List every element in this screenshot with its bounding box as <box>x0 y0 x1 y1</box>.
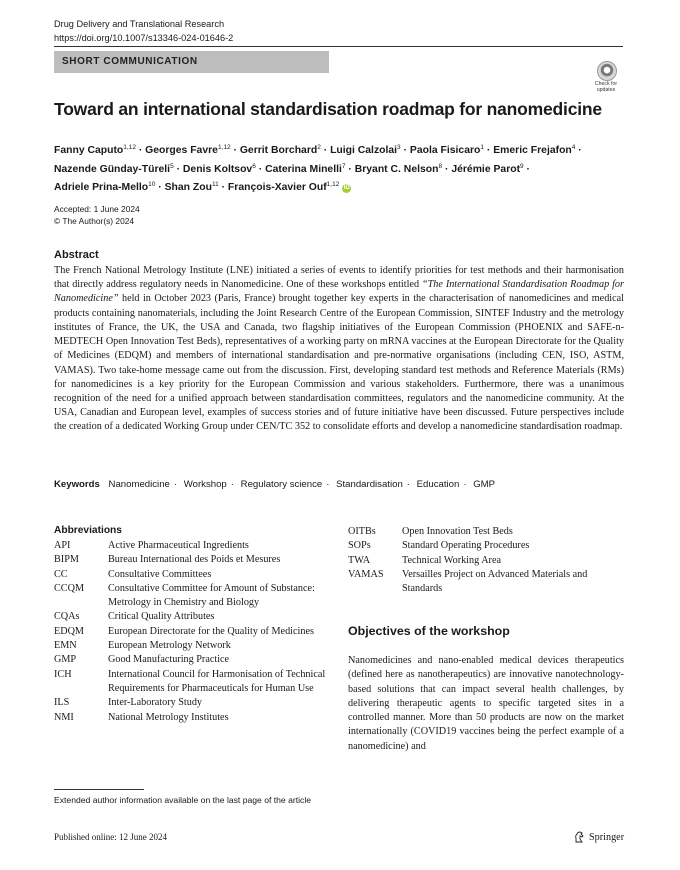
keyword-separator: · <box>463 479 467 490</box>
author-affiliation: 1,12 <box>326 181 340 188</box>
author-name[interactable]: François-Xavier Ouf <box>227 182 327 193</box>
keyword: Education <box>416 479 460 490</box>
author-affiliation: 11 <box>211 181 219 188</box>
author-separator: · <box>155 182 165 193</box>
abstract-heading: Abstract <box>54 249 99 261</box>
abbreviation-definition: Critical Quality Attributes <box>108 611 215 623</box>
author-affiliation: 9 <box>520 162 524 170</box>
author-affiliation: 3 <box>397 144 401 151</box>
abbreviation-definition: Inter-Laboratory Study <box>108 697 203 709</box>
article-type-label: SHORT COMMUNICATION <box>62 56 198 67</box>
keyword: Nanomedicine <box>108 479 170 490</box>
abbreviation-row <box>348 568 624 597</box>
author-name[interactable]: Fanny Caputo <box>54 145 124 156</box>
abbreviation-row <box>348 539 624 553</box>
author-name[interactable]: Denis Koltsov <box>182 163 253 175</box>
copyright-notice: © The Author(s) 2024 <box>54 215 135 226</box>
abbreviation-term: EMN <box>54 640 77 652</box>
abbreviation-definition: Consultative Committee for Amount of Substance: Metrology in Chemistry and Biology <box>108 582 315 609</box>
author-affiliation: 1 <box>480 144 484 151</box>
author-separator: · <box>218 182 228 193</box>
keyword-separator: · <box>326 479 330 490</box>
author-name[interactable]: Gerrit Borchard <box>239 145 318 156</box>
abbreviation-term: VAMAS <box>348 568 384 580</box>
journal-name: Drug Delivery and Translational Research <box>54 19 225 29</box>
abstract-text: The French National Metrology Institute (LNE) initiated a series of events to identify priorities for test methods and their harmonisation that directly address regulatory needs in Nanomedicine. One of these workshops entitled <box>54 265 624 291</box>
check-for-updates-label: Check for updates <box>594 81 618 93</box>
author-affiliation: 1,12 <box>123 144 136 151</box>
author-name[interactable]: Shan Zou <box>164 182 212 193</box>
abbreviation-term: CCQM <box>54 582 85 594</box>
accepted-date: Accepted: 1 June 2024 <box>54 204 140 214</box>
author-name[interactable]: Bryant C. Nelson <box>354 163 439 175</box>
author-list <box>54 140 624 196</box>
author-separator: · <box>484 145 494 156</box>
abbreviation-term: BIPM <box>54 554 79 566</box>
abbreviation-term: CC <box>54 568 68 580</box>
author-info-footnote: Extended author information available on the last page of the article <box>54 795 312 805</box>
abbreviation-definition: Standard Operating Procedures <box>402 540 530 552</box>
abbreviation-row <box>54 582 330 611</box>
author-affiliation: 2 <box>317 144 321 151</box>
abbreviation-term: API <box>54 540 71 551</box>
keyword: GMP <box>473 479 496 490</box>
publisher-logo[interactable] <box>574 831 624 843</box>
abbreviation-row <box>54 668 330 697</box>
header-rule <box>54 46 623 47</box>
orcid-icon[interactable]: iD <box>343 185 350 191</box>
author-name[interactable]: Paola Fisicaro <box>409 145 481 156</box>
article-type-banner <box>54 51 329 73</box>
springer-horse-icon <box>574 831 585 843</box>
abbreviation-row <box>54 639 330 653</box>
abbreviations-heading: Abbreviations <box>54 525 122 536</box>
abbreviation-row <box>348 525 624 539</box>
abbreviation-definition: International Council for Harmonisation of Technical Requirements for Pharmaceuticals for Human Use <box>108 668 326 694</box>
author-affiliation: 5 <box>170 162 174 170</box>
author-name[interactable]: Caterina Minelli <box>265 163 342 175</box>
check-for-updates-badge[interactable] <box>590 61 622 95</box>
abbreviation-term: EDQM <box>54 625 84 637</box>
abbreviation-term: GMP <box>54 654 77 666</box>
abbreviation-term: ILS <box>54 697 70 709</box>
author-separator: · <box>173 163 183 175</box>
keyword: Workshop <box>183 479 227 490</box>
author-affiliation: 6 <box>252 162 256 170</box>
author-separator: · <box>345 163 355 175</box>
objectives-heading: Objectives of the workshop <box>348 624 510 638</box>
author-separator: · <box>320 145 331 156</box>
abbreviation-row <box>348 554 624 568</box>
abbreviation-row <box>54 568 330 582</box>
abbreviations-list-right <box>348 525 624 596</box>
keywords-label: Keywords <box>54 479 100 490</box>
abbreviation-definition: Active Pharmaceutical Ingredients <box>108 540 249 551</box>
abstract-text: held in October 2023 (Paris, France) brought together key experts in the characterisation of nanomedicines and medical products containing nanomaterials, including the Joint Research Centre of the European Commission, SINTEF Industry and the metrology institutes of France, the UK, the USA and Canada, two flagship initiatives of the European Commission (PHOENIX and SAFE-n-MEDTECH Open Innovation Test Beds), representatives of a working party on mRNA vaccines at the European Directorate for the Quality of Medicines (EDQM) and members of international standardisation and pre-normative organisations (including CEN, ISO, ASTM, VAMAS). Two take-home message came out from the discussion. First, developing standard test methods and Reference Materials (RMs) for nanomedicines is a key priority for the European Commission and various stakeholders. Furthermore, there was a unanimous recognition of the need for a unified approach between standardisation committees, regulators and the nanomedicine community. At the USA, Canadian and European level, examples of success stories and of future initiative have been discussed. Future perspectives include the creation of a dedicated Working Group under CEN/TC 352 to consolidate efforts and develop a nanomedicine standardisation roadmap. <box>54 293 624 433</box>
abbreviation-term: TWA <box>348 554 371 566</box>
abbreviation-definition: Versailles Project on Advanced Materials and Standards <box>402 568 588 595</box>
abbreviation-row <box>54 610 330 624</box>
abbreviation-definition: Technical Working Area <box>402 554 501 566</box>
check-for-updates-icon <box>597 61 617 81</box>
abbreviation-definition: National Metrology Institutes <box>108 711 229 723</box>
author-name[interactable]: Adriele Prina-Mello <box>54 182 149 193</box>
author-affiliation: 1,12 <box>217 144 231 151</box>
author-separator: · <box>255 163 266 175</box>
keyword-separator: · <box>173 479 178 490</box>
author-name[interactable]: Emeric Frejafon <box>493 145 572 156</box>
author-separator: · <box>400 145 410 156</box>
abbreviation-row <box>54 696 330 710</box>
author-separator: · <box>523 163 531 175</box>
abstract-workshop-title: “The International Standardisation Roadmap for Nanomedicine” <box>54 279 624 305</box>
paper-title: Toward an international standardisation roadmap for nanomedicine <box>54 99 602 119</box>
author-separator: · <box>575 145 582 156</box>
abbreviation-term: CQAs <box>54 611 80 623</box>
keyword-separator: · <box>406 479 410 490</box>
abbreviation-row <box>54 625 330 639</box>
author-affiliation: 4 <box>571 144 576 151</box>
keyword-separator: · <box>230 479 234 490</box>
author-separator: · <box>135 145 146 156</box>
publication-dates <box>54 204 140 227</box>
abbreviation-term: NMI <box>54 711 74 723</box>
author-name[interactable]: Luigi Calzolai <box>330 145 398 156</box>
author-name[interactable]: Georges Favre <box>145 145 218 156</box>
author-separator: · <box>442 163 452 175</box>
abbreviation-row <box>54 653 330 667</box>
author-name[interactable]: Jérémie Parot <box>451 163 521 175</box>
abbreviation-definition: European Directorate for the Quality of Medicines <box>108 625 314 637</box>
author-affiliation: 10 <box>148 181 156 188</box>
abbreviation-definition: Open Innovation Test Beds <box>402 526 513 537</box>
abbreviation-term: OITBs <box>348 526 376 537</box>
publisher-name: Springer <box>589 831 625 843</box>
journal-header <box>54 17 233 45</box>
published-online-date: Published online: 12 June 2024 <box>54 832 167 842</box>
author-separator: · <box>230 145 240 156</box>
keyword: Standardisation <box>336 479 403 490</box>
abbreviation-definition: Bureau International des Poids et Mesures <box>108 554 281 566</box>
keywords <box>54 479 495 490</box>
keyword: Regulatory science <box>240 479 323 490</box>
abbreviation-definition: European Metrology Network <box>108 640 231 652</box>
abbreviation-term: SOPs <box>348 540 371 552</box>
author-affiliation: 8 <box>438 162 443 170</box>
author-affiliation: 7 <box>341 162 346 170</box>
footnote-rule <box>54 789 144 790</box>
abbreviation-row <box>54 711 330 725</box>
doi-link[interactable]: https://doi.org/10.1007/s13346-024-01646-2 <box>54 33 234 43</box>
abbreviations-list-left <box>54 539 330 725</box>
abstract-body <box>54 264 624 435</box>
abbreviation-term: ICH <box>54 668 72 680</box>
abbreviation-row <box>54 539 330 553</box>
abbreviation-definition: Good Manufacturing Practice <box>108 654 230 666</box>
abbreviation-definition: Consultative Committees <box>108 568 212 580</box>
abbreviation-row <box>54 553 330 567</box>
objectives-body: Nanomedicines and nano-enabled medical devices therapeutics (defined here as nanotherapeutics) are innovative nanotechnology-based solutions that can impact several health challenges, by delivering therapeutic agents to specific targeted sites in a controlled manner. More than 50 products are now on the market internationally (COVID19 vaccines being the perfect example of a nanomedicine) and <box>348 655 624 752</box>
author-name[interactable]: Nazende Günday-Türeli <box>54 163 171 175</box>
